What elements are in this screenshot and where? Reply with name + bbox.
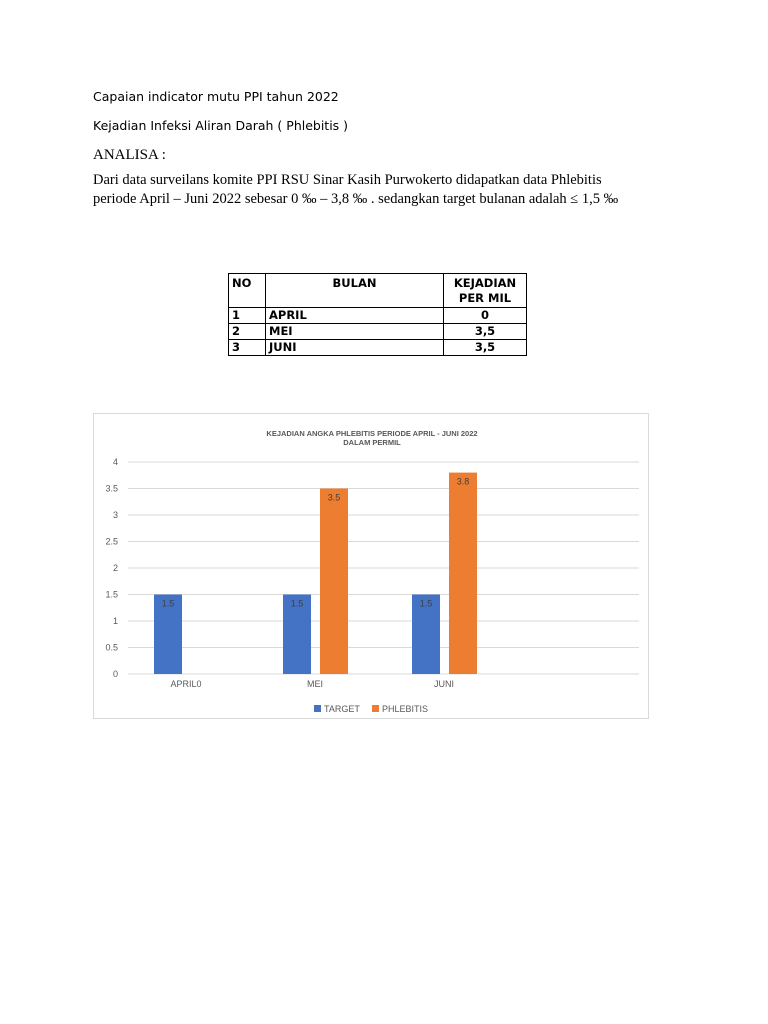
analysis-label: ANALISA :: [93, 147, 166, 163]
incidence-table: [228, 273, 527, 356]
legend-swatch-target: [314, 705, 321, 712]
cell-bulan: JUNI: [266, 340, 444, 356]
paragraph-line-2: periode April – Juni 2022 sebesar 0 ‰ – 3,8 ‰ . sedangkan target bulanan adalah ≤ 1,5 ‰: [93, 191, 619, 207]
table-row: [229, 308, 527, 324]
chart-title: KEJADIAN ANGKA PHLEBITIS PERIODE APRIL - JUNI 2022: [266, 429, 478, 438]
header-no: NO: [229, 274, 266, 308]
cell-bulan: APRIL: [266, 308, 444, 324]
data-label: 1.5: [419, 598, 433, 609]
paragraph-line-1: Dari data surveilans komite PPI RSU Sinar Kasih Purwokerto didapatkan data Phlebitis: [93, 172, 602, 188]
header-kejadian-line1: KEJADIAN: [453, 276, 517, 290]
data-label: 1.5: [290, 598, 304, 609]
cell-no: 1: [229, 308, 266, 324]
header-kejadian-line2: PER MIL: [458, 291, 512, 305]
table-header-row: [229, 274, 527, 308]
y-tick-label: 1.5: [105, 589, 118, 600]
data-label: 1.5: [161, 598, 175, 609]
y-tick-label: 0.5: [105, 642, 118, 653]
table-row: [229, 324, 527, 340]
y-tick-label: 3.5: [105, 483, 118, 494]
legend-swatch-phlebitis: [372, 705, 379, 712]
x-tick-label: APRIL0: [170, 679, 202, 689]
phlebitis-chart: [93, 413, 649, 719]
chart-canvas: [94, 414, 650, 720]
cell-no: 3: [229, 340, 266, 356]
y-tick-label: 4: [112, 457, 118, 467]
header-bulan: BULAN: [266, 274, 444, 308]
cell-value: 3,5: [444, 324, 527, 340]
header-kejadian: [444, 274, 527, 308]
x-tick-label: MEI: [306, 679, 324, 689]
legend-label-target: TARGET: [324, 704, 360, 714]
cell-no: 2: [229, 324, 266, 340]
data-label: 3.8: [456, 476, 470, 487]
y-tick-label: 3: [112, 510, 118, 520]
document-title: Capaian indicator mutu PPI tahun 2022: [93, 89, 339, 104]
legend-label-phlebitis: PHLEBITIS: [382, 704, 429, 714]
bar-phlebitis: [320, 489, 348, 675]
cell-value: 0: [444, 308, 527, 324]
y-tick-label: 1: [112, 616, 118, 626]
data-label: 3.5: [327, 492, 341, 503]
bar-phlebitis: [449, 473, 477, 674]
cell-value: 3,5: [444, 340, 527, 356]
x-tick-label: JUNI: [434, 679, 454, 689]
table-row: [229, 340, 527, 356]
y-tick-label: 2.5: [105, 536, 118, 547]
document-subtitle: Kejadian Infeksi Aliran Darah ( Phlebitis ): [93, 118, 349, 133]
chart-subtitle: DALAM PERMIL: [343, 438, 401, 447]
y-tick-label: 2: [112, 563, 118, 573]
cell-bulan: MEI: [266, 324, 444, 340]
y-tick-label: 0: [112, 669, 118, 679]
